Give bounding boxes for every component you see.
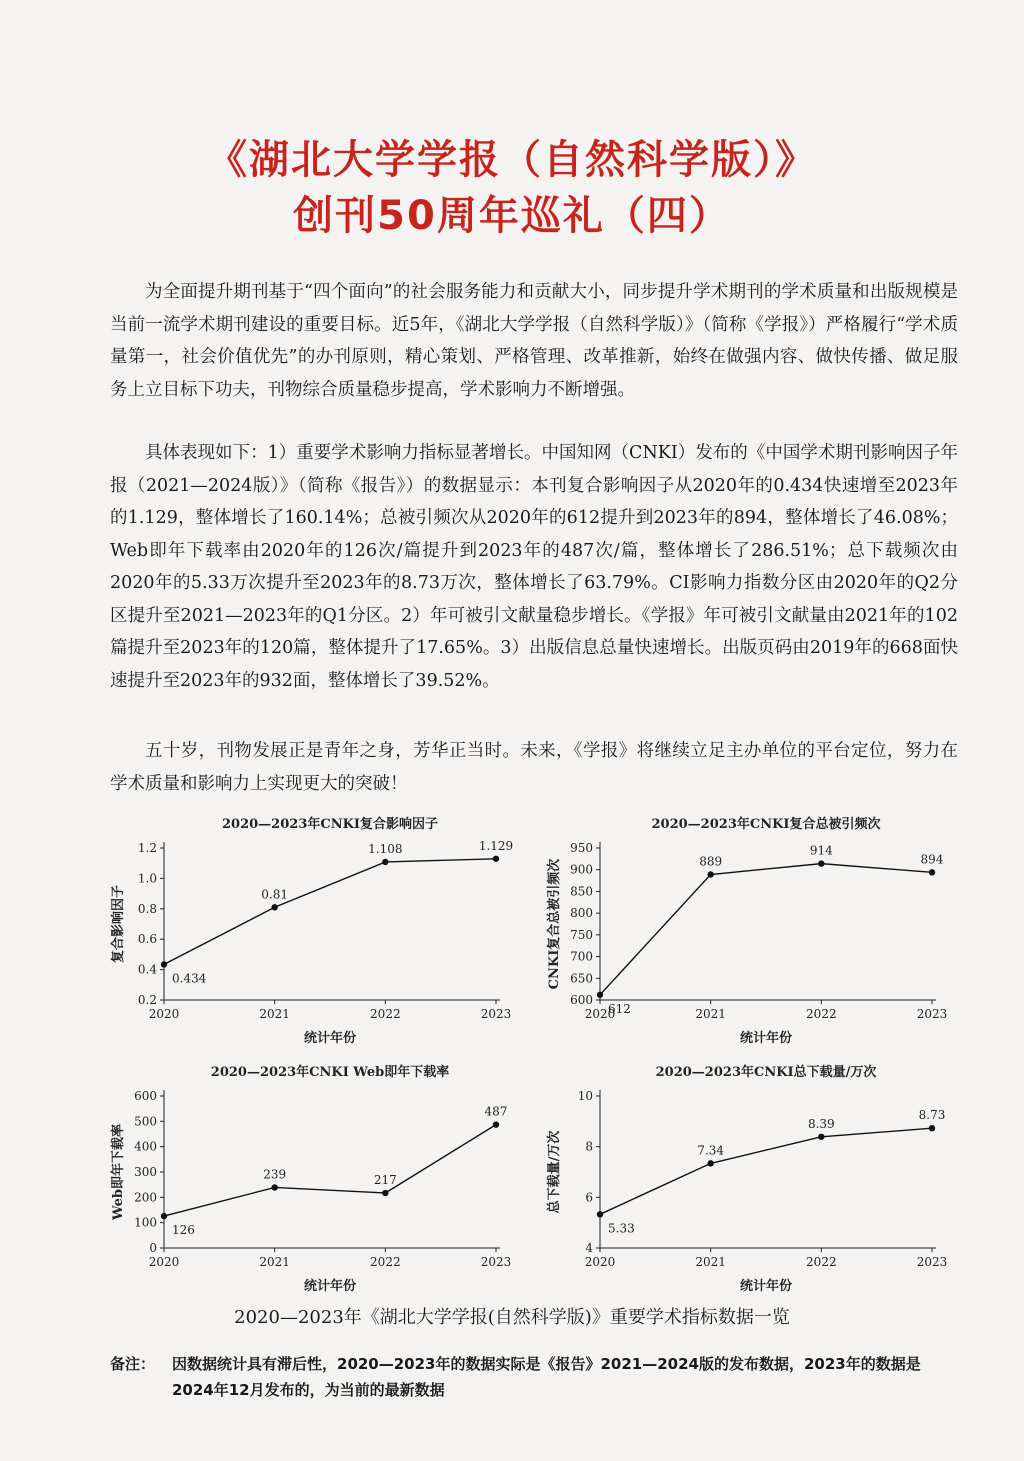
data-point [707, 1160, 713, 1166]
x-tick-label: 2021 [695, 1007, 726, 1021]
footnote-text: 因数据统计具有滞后性，2020—2023年的数据实际是《报告》2021—2024版的发布数据，2023年的数据是2024年12月发布的，为当前的最新数据 [172, 1355, 921, 1399]
y-tick-label: 6 [585, 1190, 593, 1205]
y-tick-label: 100 [134, 1215, 157, 1230]
y-tick-label: 650 [570, 971, 593, 986]
series-line [600, 1128, 932, 1214]
page-title-line-2: 创刊50周年巡礼（四） [293, 193, 731, 239]
y-axis-label: Web即年下载率 [111, 1124, 126, 1220]
y-tick-label: 10 [577, 1089, 593, 1103]
footnote-label: 备注： [110, 1355, 156, 1373]
data-label: 914 [809, 843, 833, 858]
data-label: 239 [263, 1167, 287, 1182]
data-label: 487 [484, 1104, 508, 1119]
y-axis-label: CNKI复合总被引频次 [547, 858, 562, 990]
y-tick-label: 0.6 [137, 932, 157, 947]
y-tick-label: 0.8 [137, 901, 157, 916]
data-point [271, 904, 277, 910]
chart-impact-factor [100, 810, 520, 1054]
data-label: 612 [608, 1001, 631, 1016]
x-axis-label: 统计年份 [303, 1031, 357, 1046]
data-label: 1.129 [478, 838, 514, 853]
chart-web-download-rate [100, 1058, 520, 1302]
x-tick-label: 2020 [148, 1007, 180, 1021]
x-tick-label: 2023 [480, 1007, 512, 1021]
data-point [161, 961, 167, 967]
data-point [929, 1125, 935, 1131]
series-line [600, 864, 932, 995]
data-point [818, 860, 824, 866]
x-tick-label: 2023 [916, 1007, 948, 1021]
chart-svg [100, 1058, 520, 1298]
x-tick-label: 2023 [916, 1255, 948, 1269]
data-point [929, 869, 935, 875]
data-label: 1.108 [368, 841, 403, 856]
chart-title: 2020—2023年CNKI复合总被引频次 [651, 817, 881, 832]
x-tick-label: 2020 [584, 1255, 616, 1269]
x-axis-label: 统计年份 [739, 1279, 793, 1294]
y-tick-label: 300 [134, 1165, 157, 1179]
y-tick-label: 600 [570, 993, 593, 1007]
data-point [382, 1190, 388, 1196]
y-axis-label: 总下载量/万次 [547, 1130, 562, 1214]
data-point [493, 856, 499, 862]
y-tick-label: 500 [134, 1114, 157, 1129]
chart-title: 2020—2023年CNKI总下载量/万次 [655, 1065, 877, 1080]
y-tick-label: 200 [134, 1190, 157, 1205]
chart-svg [536, 1058, 956, 1298]
data-label: 0.434 [172, 971, 207, 986]
y-tick-label: 8 [585, 1139, 593, 1154]
x-tick-label: 2022 [370, 1007, 401, 1021]
y-tick-label: 0.2 [137, 993, 157, 1007]
data-label: 217 [373, 1173, 397, 1188]
data-point [707, 871, 713, 877]
x-tick-label: 2021 [259, 1255, 290, 1269]
y-tick-label: 4 [585, 1241, 593, 1255]
details-paragraph: 具体表现如下：1）重要学术影响力指标显著增长。中国知网（CNKI）发布的《中国学术期刊影响因子年报（2021—2024版）》（简称《报告》）的数据显示：本刊复合影响因子从2020年的0.434快速增至2023年的1.129，整体增长了160.14%；总被引频次从2020年的612提升到2023年的894，整体增长了46.08%；Web即年下载率由2020年的126次/篇提升到2023年的487次/篇，整体增长了286.51%；总下载频次由2020年的5.33万次提升至2023年的8.73万次，整体增长了63.79%。CI影响力指数分区由2020年的Q2分区提升至2021—2023年的Q1分区。2）年可被引文献量稳步增长。《学报》年可被引文献量由2021年的102篇提升至2023年的120篇，整体提升了17.65%。3）出版信息总量快速增长。出版页码由2019年的668面快速提升至2023年的932面，整体增长了39.52%。 [110, 443, 958, 691]
data-label: 126 [172, 1223, 195, 1238]
x-axis-label: 统计年份 [303, 1279, 357, 1294]
outlook-paragraph: 五十岁，刊物发展正是青年之身，芳华正当时。未来，《学报》将继续立足主办单位的平台定位，努力在学术质量和影响力上实现更大的突破！ [110, 741, 958, 794]
series-line [164, 859, 496, 965]
intro-paragraph: 为全面提升期刊基于“四个面向”的社会服务能力和贡献大小，同步提升学术期刊的学术质量和出版规模是当前一流学术期刊建设的重要目标。近5年，《湖北大学学报（自然科学版）》（简称《学报》）严格履行“学术质量第一，社会价值优先”的办刊原则，精心策划、严格管理、改革推新，始终在做强内容、做快传播、做足服务上立目标下功夫，刊物综合质量稳步提高，学术影响力不断增强。 [110, 282, 958, 400]
y-tick-label: 1.0 [137, 871, 157, 886]
chart-total-citations [536, 810, 956, 1054]
y-tick-label: 750 [570, 927, 593, 942]
x-tick-label: 2022 [806, 1255, 837, 1269]
x-tick-label: 2020 [148, 1255, 180, 1269]
data-point [161, 1213, 167, 1219]
x-tick-label: 2021 [259, 1007, 290, 1021]
y-tick-label: 850 [570, 884, 593, 899]
y-tick-label: 0.4 [137, 962, 157, 977]
y-tick-label: 400 [134, 1139, 157, 1154]
x-tick-label: 2020 [584, 1007, 616, 1021]
chart-svg [536, 810, 956, 1050]
chart-title: 2020—2023年CNKI Web即年下载率 [210, 1065, 450, 1080]
data-point [493, 1121, 499, 1127]
series-line [164, 1125, 496, 1216]
chart-total-downloads [536, 1058, 956, 1302]
y-tick-label: 1.2 [137, 841, 157, 855]
data-label: 7.34 [697, 1143, 725, 1158]
page-title-line-1: 《湖北大学学报（自然科学版）》 [207, 137, 817, 183]
data-label: 889 [699, 854, 723, 869]
y-tick-label: 800 [570, 906, 593, 921]
data-label: 8.39 [807, 1116, 835, 1131]
data-label: 8.73 [918, 1108, 946, 1123]
data-point [818, 1134, 824, 1140]
data-point [597, 1211, 603, 1217]
chart-svg [100, 810, 520, 1050]
x-axis-label: 统计年份 [739, 1031, 793, 1046]
y-axis-label: 复合影响因子 [111, 884, 126, 964]
data-label: 0.81 [261, 887, 289, 902]
x-tick-label: 2023 [480, 1255, 512, 1269]
data-label: 894 [920, 852, 944, 867]
x-tick-label: 2022 [370, 1255, 401, 1269]
footnote [110, 1351, 970, 1403]
y-tick-label: 950 [570, 841, 593, 855]
y-tick-label: 700 [570, 949, 593, 964]
data-point [271, 1184, 277, 1190]
x-tick-label: 2022 [806, 1007, 837, 1021]
data-point [382, 859, 388, 865]
y-tick-label: 0 [149, 1241, 157, 1255]
data-label: 5.33 [608, 1221, 635, 1236]
y-tick-label: 600 [134, 1089, 157, 1103]
figure-caption: 2020—2023年《湖北大学学报(自然科学版)》重要学术指标数据一览 [234, 1307, 790, 1328]
data-point [597, 992, 603, 998]
y-tick-label: 900 [570, 862, 593, 877]
x-tick-label: 2021 [695, 1255, 726, 1269]
chart-title: 2020—2023年CNKI复合影响因子 [222, 817, 438, 832]
